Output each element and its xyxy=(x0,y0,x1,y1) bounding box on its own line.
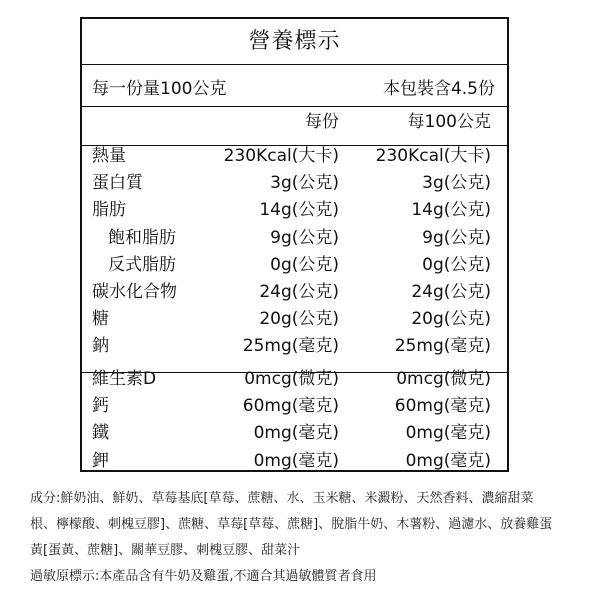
nutrient-name: 反式脂肪 xyxy=(108,254,176,275)
serving-info-row xyxy=(92,74,495,104)
nutrient-row xyxy=(92,279,491,305)
nutrient-row xyxy=(92,420,491,446)
nutrient-name: 維生素D xyxy=(92,369,157,389)
nutrient-value-per-100g: 230Kcal(大卡) xyxy=(375,146,491,166)
serving-size: 每一份量100公克 xyxy=(92,79,227,99)
nutrient-value-per-serving: 0mg(毫克) xyxy=(253,423,339,444)
nutrient-row xyxy=(92,333,491,359)
nutrient-value-per-100g: 0mg(毫克) xyxy=(405,450,491,471)
nutrient-row xyxy=(92,170,491,196)
nutrient-value-per-100g: 25mg(毫克) xyxy=(394,336,491,357)
nutrient-name: 鉀 xyxy=(92,450,109,471)
nutrient-name: 碳水化合物 xyxy=(92,282,177,302)
nutrient-name: 鈉 xyxy=(92,336,109,357)
nutrient-value-per-100g: 9g(公克) xyxy=(422,227,491,248)
nutrient-name: 糖 xyxy=(92,309,109,330)
nutrient-name: 蛋白質 xyxy=(92,173,143,194)
nutrition-label xyxy=(80,17,509,472)
nutrient-value-per-serving: 24g(公克) xyxy=(259,282,339,302)
nutrient-name: 鈣 xyxy=(92,396,109,417)
nutrient-row xyxy=(92,143,491,169)
nutrient-value-per-serving: 25mg(毫克) xyxy=(242,336,339,357)
nutrient-value-per-serving: 60mg(毫克) xyxy=(242,396,339,417)
nutrient-value-per-serving: 3g(公克) xyxy=(270,173,339,194)
nutrient-value-per-serving: 0mg(毫克) xyxy=(253,450,339,471)
nutrient-value-per-serving: 0g(公克) xyxy=(270,254,339,275)
nutrient-value-per-serving: 0mcg(微克) xyxy=(244,369,339,389)
nutrient-row xyxy=(92,252,491,278)
nutrient-row xyxy=(92,306,491,332)
label-title: 營養標示 xyxy=(248,29,341,54)
nutrient-row xyxy=(92,393,491,419)
nutrient-row xyxy=(92,197,491,223)
nutrient-value-per-serving: 9g(公克) xyxy=(270,227,339,248)
nutrient-value-per-100g: 3g(公克) xyxy=(422,173,491,194)
nutrient-name: 飽和脂肪 xyxy=(108,227,176,248)
title-divider xyxy=(82,64,507,65)
nutrient-name: 熱量 xyxy=(92,146,126,166)
ingredients-section xyxy=(30,486,585,590)
ingredients-line: 根、檸檬酸、刺槐豆膠]、蔗糖、草莓[草莓、蔗糖]、脫脂牛奶、木薯粉、過濾水、放養雞蛋 xyxy=(30,517,553,532)
nutrient-name: 脂肪 xyxy=(92,200,126,221)
nutrient-row xyxy=(92,225,491,251)
ingredients-line: 成分:鮮奶油、鮮奶、草莓基底[草莓、蔗糖、水、玉米糖、米澱粉、天然香料、濃縮甜菜 xyxy=(30,491,534,506)
nutrient-value-per-100g: 24g(公克) xyxy=(411,282,491,302)
servings-per-package: 本包裝含4.5份 xyxy=(382,79,495,99)
nutrient-value-per-100g: 60mg(毫克) xyxy=(394,396,491,417)
column-header-per-serving: 每份 xyxy=(305,112,339,132)
nutrient-value-per-100g: 0mcg(微克) xyxy=(396,369,491,389)
nutrient-value-per-100g: 0mg(毫克) xyxy=(405,423,491,444)
nutrient-row xyxy=(92,448,491,474)
column-header-per-100g: 每100公克 xyxy=(407,112,491,132)
allergen-statement: 過敏原標示:本產品含有牛奶及雞蛋,不適合其過敏體質者食用 xyxy=(30,569,377,584)
nutrient-name: 鐵 xyxy=(92,423,109,444)
ingredients-line: 黃[蛋黃、蔗糖]、關華豆膠、刺槐豆膠、甜菜汁 xyxy=(30,543,301,558)
nutrient-value-per-100g: 14g(公克) xyxy=(411,200,491,221)
nutrient-row xyxy=(92,366,491,392)
nutrient-value-per-serving: 230Kcal(大卡) xyxy=(223,146,339,166)
nutrient-value-per-100g: 20g(公克) xyxy=(411,309,491,330)
nutrient-value-per-100g: 0g(公克) xyxy=(422,254,491,275)
nutrient-value-per-serving: 20g(公克) xyxy=(259,309,339,330)
nutrient-value-per-serving: 14g(公克) xyxy=(259,200,339,221)
